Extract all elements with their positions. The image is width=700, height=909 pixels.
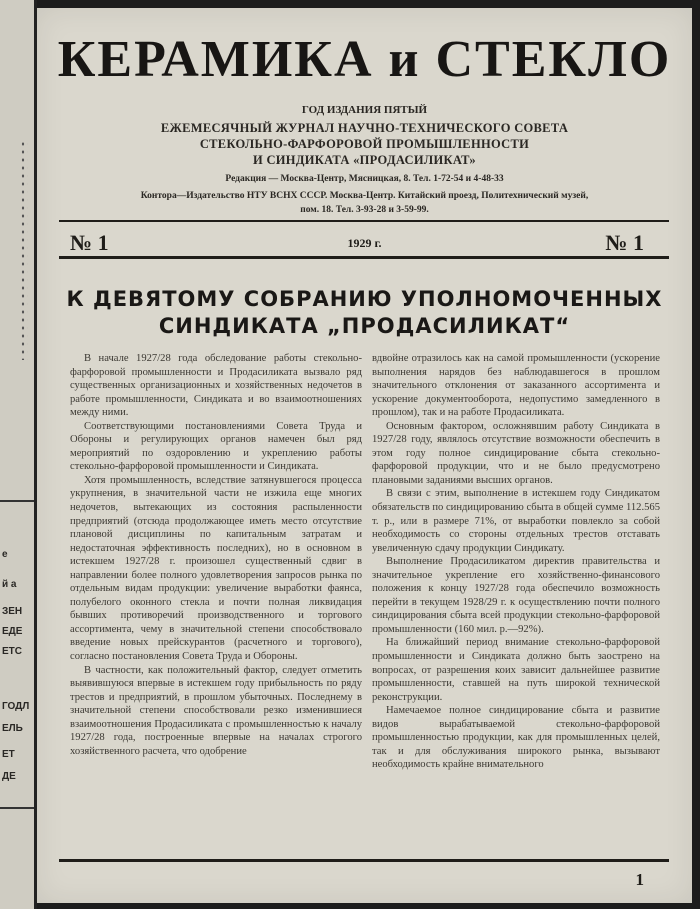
paragraph: Намечаемое полное синдицирование сбыта и развитие видов вырабатываемой стекольно-фарфоровой промышленностью продукции, как для промышленных целей, так и для обслуживания широкого рынка, вызывают необходимость крайне внимательного bbox=[372, 705, 660, 771]
paragraph: В частности, как положительный фактор, следует отметить выявившуюся впервые в истекшем году прибыльность по ряду трестов и предприятий, в прошлом убыточных. Последнему в значительной степени способствовали резко изменившиеся взаимоотношения Продасиликата с промышленностью к началу 1927/28 года, построенные впервые на началах строгого хозяйственного расчета, что одобрение bbox=[70, 664, 362, 757]
issue-number-right: № 1 bbox=[605, 230, 644, 255]
strip-fragment: ЕДЕ bbox=[2, 626, 23, 637]
strip-fragment: ЕТС bbox=[2, 646, 22, 657]
strip-fragment: е bbox=[2, 549, 8, 560]
paragraph: На ближайший период внимание стекольно-фарфоровой промышленности и Синдиката должно быть заострено на вопросах, от разрешения коих зависит дальнейшее развитие промышленности, ставшей на путь широкой технической реконструкции. bbox=[372, 637, 660, 703]
article-column-right bbox=[372, 352, 660, 855]
paragraph: вдвойне отразилось как на самой промышленности (ускорение выполнения нарядов без наблюдавшегося в прошлом значительного отклонения от заказанного ассортимента и ускорение документооборота, недопустимо замедленного в прошлом), так и на работе Продасиликата. bbox=[372, 353, 660, 419]
strip-fragment: й а bbox=[2, 579, 17, 590]
paragraph: В начале 1927/28 года обследование работы стекольно-фарфоровой промышленности и Продасиликата вызвало ряд существенных организационных и хозяйственных недочетов в работе промышленности, Синдиката и во взаимоотношениях между ними. bbox=[70, 353, 362, 419]
editorial-address: Редакция — Москва-Центр, Мясницкая, 8. Тел. 1-72-54 и 4-48-33 bbox=[225, 174, 504, 184]
issue-number-left: № 1 bbox=[70, 230, 109, 255]
article-headline-line-1: К ДЕВЯТОМУ СОБРАНИЮ УПОЛНОМОЧЕННЫХ bbox=[66, 287, 663, 311]
strip-fragment: ГОДЛ bbox=[2, 701, 30, 712]
subtitle-line-2: СТЕКОЛЬНО-ФАРФОРОВОЙ ПРОМЫШЛЕННОСТИ bbox=[199, 137, 530, 151]
journal-page bbox=[37, 8, 692, 903]
page-number: 1 bbox=[635, 870, 644, 889]
office-address-line-1: Контора—Издательство НТУ ВСНХ СССР. Москва-Центр. Китайский проезд, Политехнический музей, bbox=[140, 191, 589, 201]
paragraph: В связи с этим, выполнение в истекшем году Синдикатом обязательств по синдицированию сбыта в общей сумме 112.565 т. р., или в размере 71%, от выработки повлекло за собой необходимость со стороны отдельных трестов отставать увеличенную сдачу продукции Синдикату. bbox=[372, 488, 660, 554]
paragraph: Хотя промышленность, вследствие затянувшегося процесса укрупнения, в значительной части не изжила еще многих недочетов, вытекающих из состояния распыленности предприятий (отсюда продолжающее иметь место отсутствие плановой дисциплины по капитальным затратам и недостаточная эффективность последних), но в основном в истекшем 1927/28 г. произошел существенный сдвиг в направлении более полного удовлетворения запросов рынка по отдельным видам продукции: увеличение выработки фаянса, полубелого оконного стекла и почти полная ликвидация бывших противоречий производственного и торгового ассортимента, чему в значительной степени способствовало введение новых прейскурантов (расчетного и торгового), согласно постановления Совета Труда и Обороны. bbox=[70, 474, 362, 663]
subtitle-line-3: И СИНДИКАТА «ПРОДАСИЛИКАТ» bbox=[253, 153, 476, 167]
strip-fragment: ЕТ bbox=[2, 749, 15, 760]
article-headline-line-2: СИНДИКАТА „ПРОДАСИЛИКАТ“ bbox=[158, 314, 571, 338]
subtitle-line-1: ЕЖЕМЕСЯЧНЫЙ ЖУРНАЛ НАУЧНО-ТЕХНИЧЕСКОГО СОВЕТА bbox=[160, 121, 569, 135]
masthead-rule-bottom bbox=[59, 256, 669, 259]
journal-title: КЕРАМИКА и СТЕКЛО bbox=[57, 31, 672, 88]
year-of-publication: ГОД ИЗДАНИЯ ПЯТЫЙ bbox=[301, 104, 428, 116]
issue-year: 1929 г. bbox=[347, 236, 382, 250]
paragraph: Выполнение Продасиликатом директив правительства и значительное укрепление его хозяйственно-финансового положения к концу 1927/28 года обеспечило возможность перейти в текущем 1928/29 г. к осуществлению почти полного синдицирования сбыта всей продукции стекольно-фарфоровой промышленности (160 мил. р.—92%). bbox=[372, 556, 660, 635]
paragraph: Соответствующими постановлениями Совета Труда и Обороны и регулирующих органов намечен был ряд мероприятий по оздоровлению и укреплению работы стекольно-фарфоровой промышленности и Синдиката. bbox=[70, 420, 362, 473]
office-address-line-2: пом. 18. Тел. 3-93-28 и 3-59-99. bbox=[300, 205, 429, 215]
strip-dot-leaders bbox=[20, 140, 28, 360]
footer-rule bbox=[59, 859, 669, 862]
paragraph: Основным фактором, осложнявшим работу Синдиката в 1927/28 году, являлось отсутствие возможности обеспечить в этом году полное синдицирование сбыта стекольно-фарфоровой продукции, что и не было предусмотрено плановыми заданиями высших органов. bbox=[372, 420, 660, 486]
article-column-left bbox=[70, 352, 362, 855]
strip-fragment: ДЕ bbox=[2, 771, 16, 782]
strip-fragment: ЕЛЬ bbox=[2, 723, 23, 734]
strip-fragment: ЗЕН bbox=[2, 606, 23, 617]
masthead-rule-top bbox=[59, 220, 669, 222]
adjacent-page-strip bbox=[0, 0, 37, 909]
